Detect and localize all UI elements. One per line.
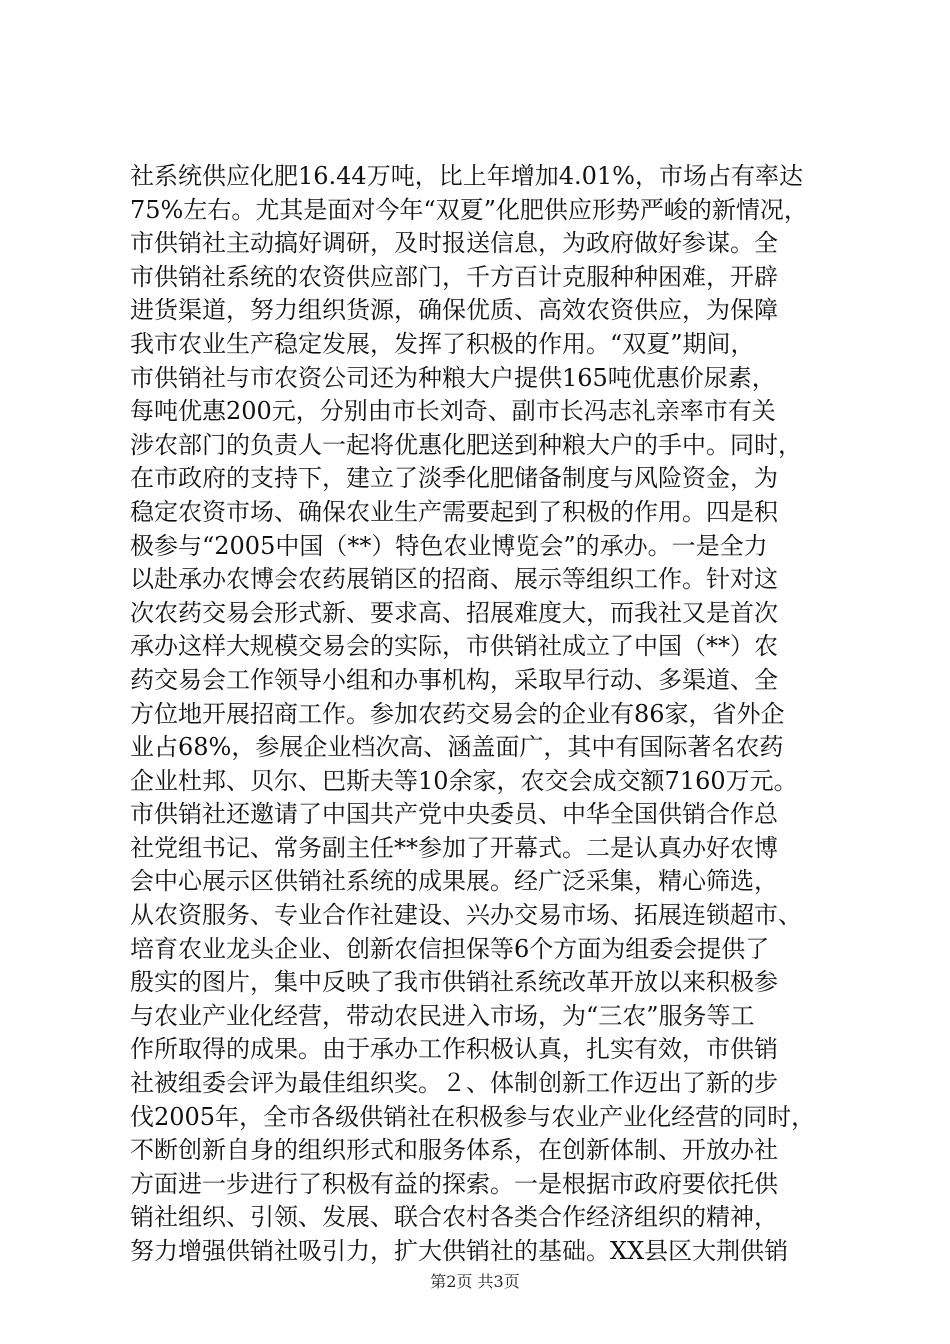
text-line: 殷实的图片，集中反映了我市供销社系统改革开放以来积极参 <box>130 968 778 997</box>
text-line: 市供销社系统的农资供应部门，千方百计克服种种困难，开辟 <box>130 262 778 291</box>
text-line: 社党组书记、常务副主任**参加了开幕式。二是认真办好农博 <box>130 833 778 862</box>
text-line: 我市农业生产稳定发展，发挥了积极的作用。“双夏”期间， <box>130 329 755 358</box>
text-line: 每吨优惠200元，分别由市长刘奇、副市长冯志礼亲率市有关 <box>130 397 776 426</box>
text-line: 在市政府的支持下，建立了淡季化肥储备制度与风险资金，为 <box>130 464 778 493</box>
text-line: 作所取得的成果。由于承办工作积极认真，扎实有效，市供销 <box>130 1035 778 1064</box>
text-line: 会中心展示区供销社系统的成果展。经广泛采集，精心筛选， <box>130 867 778 896</box>
text-line: 销社组织、引领、发展、联合农村各类合作经济组织的精神， <box>130 1203 778 1232</box>
text-line: 次农药交易会形式新、要求高、招展难度大，而我社又是首次 <box>130 598 778 627</box>
text-line: 75%左右。尤其是面对今年“双夏”化肥供应形势严峻的新情况， <box>130 195 808 224</box>
text-line: 从农资服务、专业合作社建设、兴办交易市场、拓展连锁超市、 <box>130 901 802 930</box>
text-line: 不断创新自身的组织形式和服务体系，在创新体制、开放办社 <box>130 1136 778 1165</box>
text-line: 方面进一步进行了积极有益的探索。一是根据市政府要依托供 <box>130 1169 778 1198</box>
text-line: 努力增强供销社吸引力，扩大供销社的基础。XX县区大荆供销 <box>130 1237 789 1265</box>
text-line: 稳定农资市场、确保农业生产需要起到了积极的作用。四是积 <box>130 497 778 526</box>
text-line: 进货渠道，努力组织货源，确保优质、高效农资供应，为保障 <box>130 296 778 325</box>
text-line: 药交易会工作领导小组和办事机构，采取早行动、多渠道、全 <box>130 665 778 694</box>
page-footer: 第2页 共3页 <box>430 1272 520 1291</box>
text-line: 涉农部门的负责人一起将优惠化肥送到种粮大户的手中。同时， <box>130 430 802 459</box>
text-line: 伐2005年，全市各级供销社在积极参与农业产业化经营的同时， <box>130 1102 816 1131</box>
text-line: 业占68%，参展企业档次高、涵盖面广，其中有国际著名农药 <box>130 733 784 762</box>
text-line: 市供销社主动搞好调研，及时报送信息，为政府做好参谋。全 <box>130 229 778 258</box>
text-line: 培育农业龙头企业、创新农信担保等6个方面为组委会提供了 <box>130 934 770 963</box>
text-line: 市供销社与市农资公司还为种粮大户提供165吨优惠价尿素， <box>130 363 776 392</box>
text-line: 极参与“2005中国（**）特色农业博览会”的承办。一是全力 <box>130 531 768 560</box>
text-line: 社被组委会评为最佳组织奖。２、体制创新工作迈出了新的步 <box>130 1069 778 1098</box>
text-line: 方位地开展招商工作。参加农药交易会的企业有86家，省外企 <box>130 699 785 728</box>
text-line: 市供销社还邀请了中国共产党中央委员、中华全国供销合作总 <box>130 800 778 829</box>
text-line: 企业杜邦、贝尔、巴斯夫等10余家，农交会成交额7160万元。 <box>130 766 798 795</box>
text-line: 以赴承办农博会农药展销区的招商、展示等组织工作。针对这 <box>130 565 778 594</box>
text-line: 与农业产业化经营，带动农民进入市场，为“三农”服务等工 <box>130 1001 755 1030</box>
text-line: 社系统供应化肥16.44万吨，比上年增加4.01%，市场占有率达 <box>130 162 803 190</box>
body-text <box>130 160 830 1269</box>
text-line: 承办这样大规模交易会的实际，市供销社成立了中国（**）农 <box>130 632 778 661</box>
